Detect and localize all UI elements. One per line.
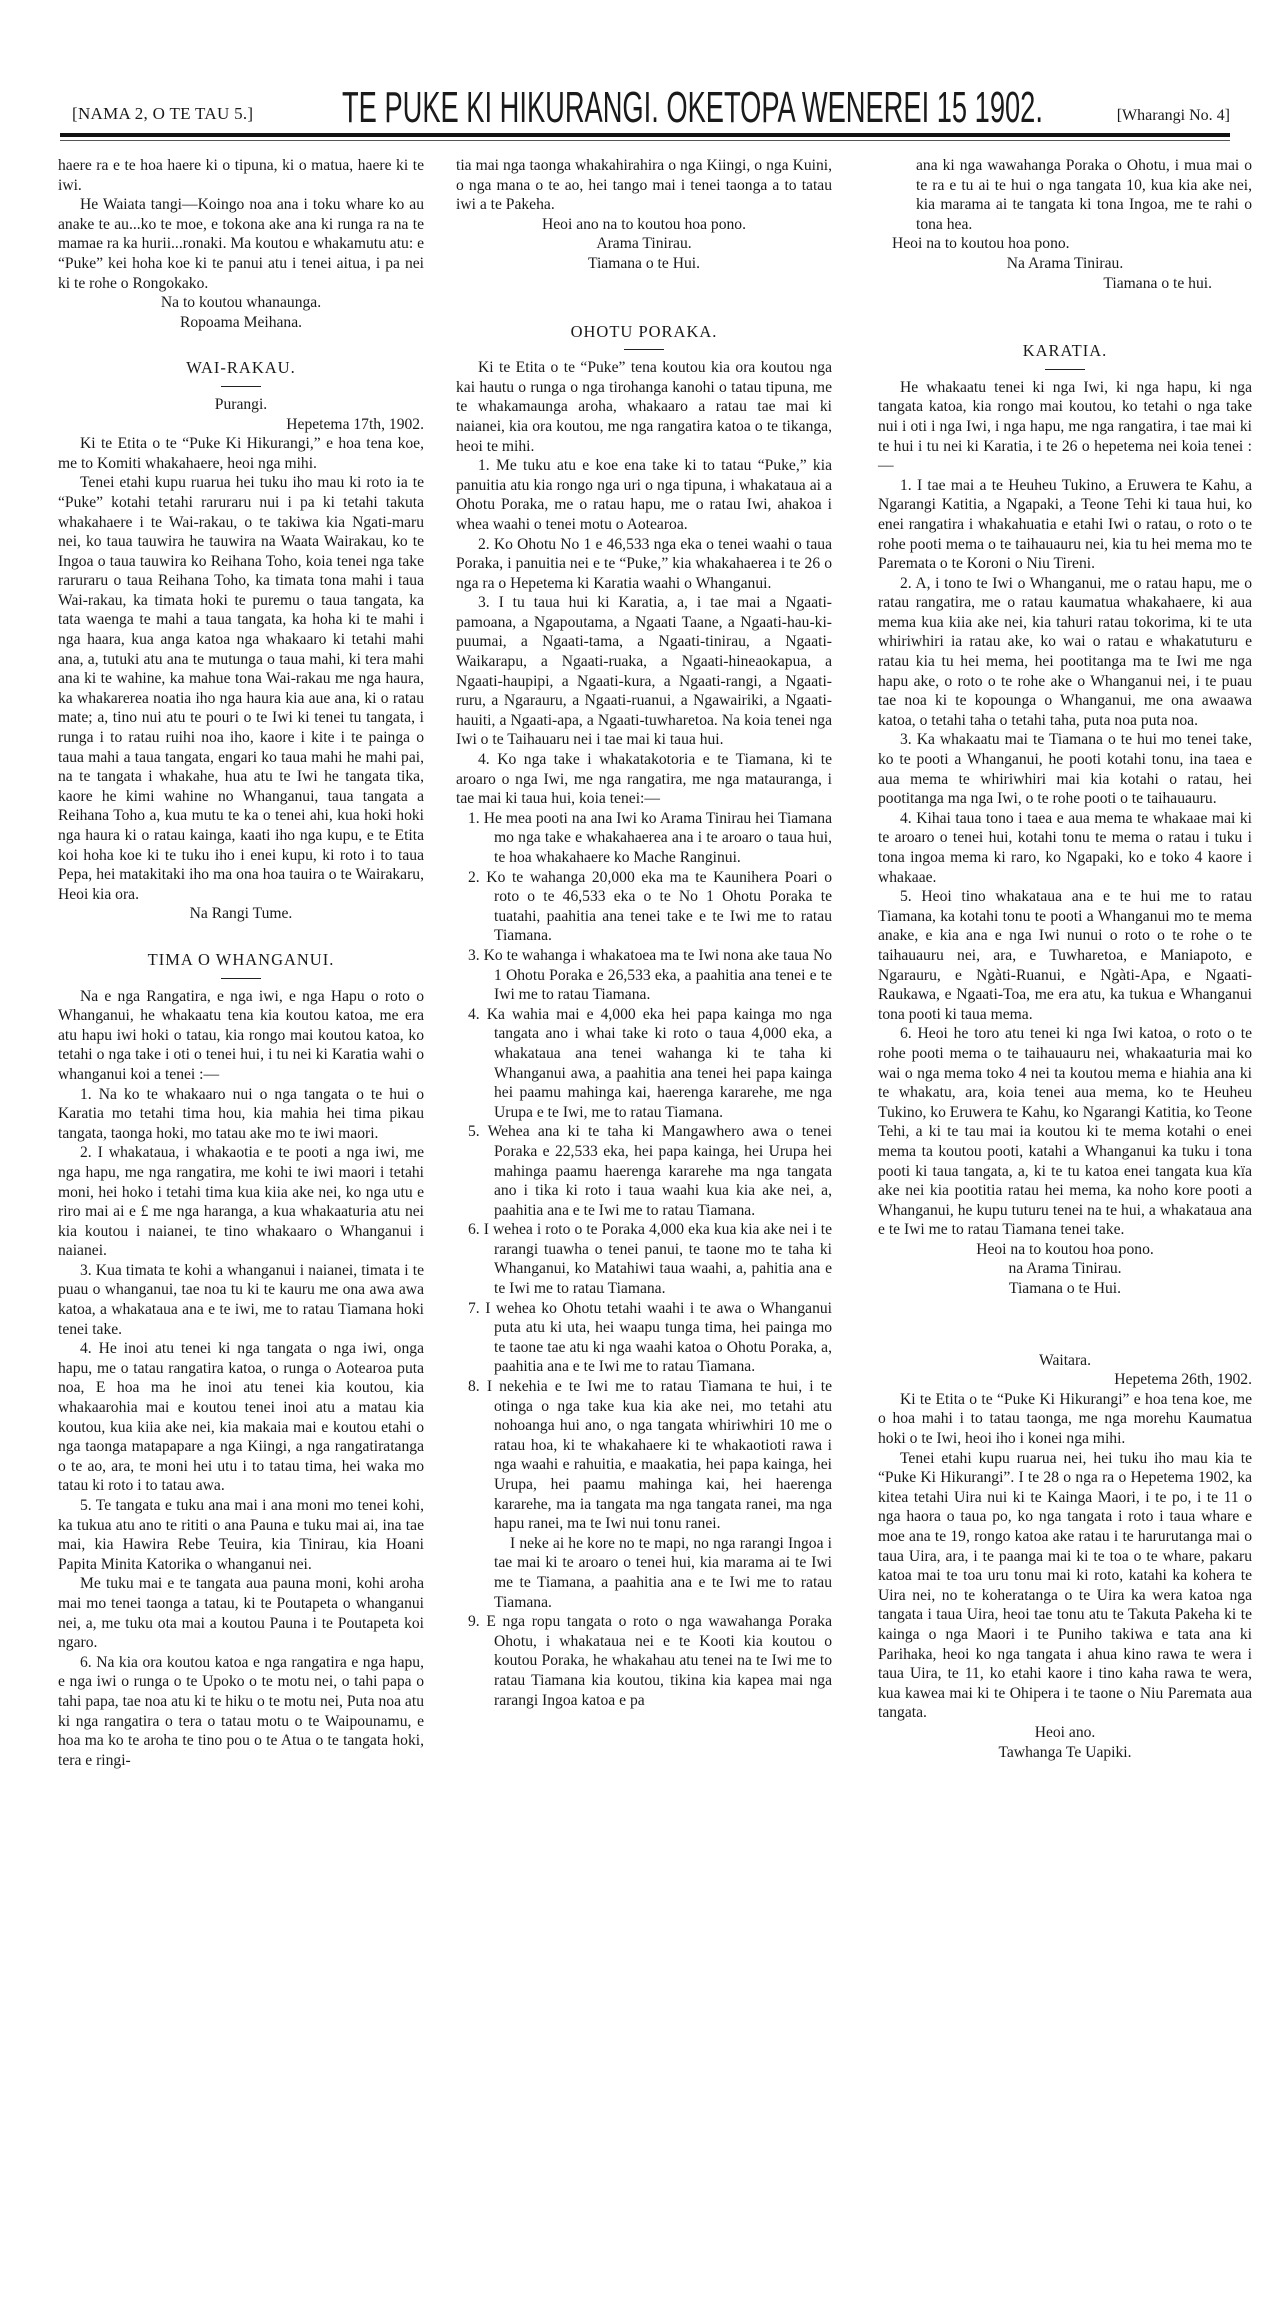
sub-item: 2. Ko te wahanga 20,000 eka ma te Kaunihera Poari o roto o te 46,533 eka o te No 1 Ohotu Poraka te tuatahi, paahitia ana tenei take e te Iwi me to ratau Tiamana. [468, 868, 832, 945]
numbered-paragraph: 3. Ka whakaatu mai te Tiamana o te hui mo tenei take, ko te pooti a Whanganui, he pooti kotahi tonu, ina taea e aua mema te whiriwhiri mai kia kotahi o ratau, hei pootitanga ma nga Iwi, o te rohe pooti o te taihauauru. [878, 731, 1252, 808]
sub-item: 6. I wehea i roto o te Poraka 4,000 eka kua kia ake nei i te rarangi tuawha o tenei panui, te taone mo te taha ki Whanganui, ko Matahiwi taua waahi, a, pahitia ana e te Iwi me to ratau Tiamana. [468, 1221, 832, 1298]
signature-line: Heoi na to koutou hoa pono. [892, 235, 1070, 253]
section-heading: KARATIA. [1022, 341, 1108, 361]
newspaper-title: TE PUKE KI HIKURANGI. OKETOPA WENEREI 15 1902. [342, 83, 1043, 132]
signature-line: Arama Tinirau. [596, 235, 692, 253]
section-heading: TIMA O WHANGANUI. [147, 949, 335, 969]
sub-item: 3. Ko te wahanga i whakatoea ma te Iwi nona ake taua No 1 Ohotu Poraka e 26,533 eka, a paahitia ana tenei e te Iwi me to ratau Tiamana. [468, 946, 832, 1004]
signature-line: Tiamana o te Hui. [1008, 1280, 1122, 1298]
spacer [878, 1321, 1252, 1343]
numbered-paragraph: 4. Kihai taua tono i taea e aua mema te whakaae mai ki te aroaro o tenei hui, kotahi tonu te mema o ratau i tuku i tona ingoa mema ki raro, ko Ngapaki, ko e toko 4 kaore i whakaae. [878, 809, 1252, 886]
heading-rule [221, 978, 261, 979]
numbered-paragraph: 1. I tae mai a te Heuheu Tukino, a Eruwera te Kahu, a Ngarangi Katitia, a Ngapaki, a Teone Tehi ki taua hui, ko enei rangatira i whakahuatia e etahi Iwi o ratau, o roto o te rohe pooti mema o te taihauauru nei, kia tu hei mema mo te Paremata o te Koroni o Niu Tireni. [878, 476, 1252, 573]
sub-item: 9. E nga ropu tangata o roto o nga wawahanga Poraka Ohotu, i whakataua nei e te Kooti kia koutou o koutou Poraka, he whakahau atu tenei na te Iwi me to ratau Tiamana kia koutou, tikina kia kapea mai nga rarangi Ingoa katoa e pa [468, 1613, 832, 1709]
heading-rule [221, 386, 261, 387]
paragraph: Tenei etahi kupu ruarua hei tuku iho mau ki roto ia te “Puke” kotahi tetahi raruraru nui i pa ki tetahi takuta whakahaere i te Wai-rakau, o te takiwa kia Ngati-maru nei, ko taua tauwira he tauwira na Waata Wairakau, ko te Ingoa o taua tauwira ko Reihana Toho, koia tenei nga take raruraru o taua Reihana Toho, ka timata tona mahi i taua Wai-rakau, ka timata hoki te puremu o taua tangata, ka tata waenga te mahi a taua tangata, ka hoha ki te mahi i nga haara, kua anga katoa nga whakaaro ki tetahi mahi ana, a, tutuki atu ana te mutunga o taua mahi, ki tera mahi ana ki te wahine, ka mahue tona Wai-rakau me nga haura, ka whakarerea noatia iho nga haura kia aue ana, ki o ratau mate; a, tino nui atu te pouri o te Iwi ki tenei tu tangata, i runga i to ratau ruihi noa iho, kaore i kite i te painga o taua mahi a taua tangata, engari ko taua mahi he mahi pai, na te tangata i whakahe, hua atu te Iwi he tangata tika, kaore he kimi wahine no Whanganui, taua tangata a Reihana Toho a, kua mutu te ka o tenei ahi, kua hoki hoki nga haura ki o ratau kainga, kaati iho nga kupu, e te Etita koi hoha koe ki te tuku iho i enei kupu, ki roto i to taua Pepa, hei matakitaki iho ma ona hoa tauira o te Wairakaru, Heoi kia ora. [58, 474, 424, 903]
paragraph: Ki te Etita o te “Puke Ki Hikurangi” e hoa tena koe, me o hoa mahi i to tatau taonga, me nga morehu Kaumatua hoki o te Iwi, heoi iho i konei nga mihi. [878, 1390, 1252, 1448]
signature-line: Tawhanga Te Uapiki. [998, 1743, 1132, 1761]
spacer [878, 1299, 1252, 1321]
sub-item: 1. He mea pooti na ana Iwi ko Arama Tinirau hei Tiamana mo nga take e whakahaerea ana i te aroaro o taua hui, te hoa whakahaere ko Mache Ranginui. [468, 809, 832, 866]
numbered-paragraph: 3. Kua timata te kohi a whanganui i naianei, timata i te puau o whanganui, tae noa tu ki te kauru me ona awa awa katoa, a whakataua ana e te iwi, me to ratau Tiamana hoki tenei take. [58, 1261, 424, 1338]
place-line: Purangi. [214, 395, 268, 413]
signature-line: Heoi na to koutou hoa pono. [976, 1240, 1154, 1258]
signature-line: Tiamana o te Hui. [587, 254, 701, 272]
numbered-paragraph: 5. Heoi tino whakataua ana e te hui me to ratau Tiamana, ka kotahi tonu te pooti a Whanganui mo te mema anake, e kia ana e nga Iwi nunui o roto o te rohe o te taihauauru nei, ara, e Tuwharetoa, e Maniapoto, e Ngarauru, e Ngàti-Ruanui, e Ngàti-Apa, e Ngaati-Raukawa, e Ngaati-Toa, me era atu, ka tukua e Whanganui tona pooti ki taua mema. [878, 888, 1252, 1023]
issue-number: [NAMA 2, O TE TAU 5.] [72, 104, 254, 123]
spacer [456, 274, 832, 296]
sub-item: 7. I wehea ko Ohotu tetahi waahi i te awa o Whanganui puta atu ki uta, hei waapu tunga tima, hei painga mo te taone tae atu ki nga waahi katoa o Ohotu Poraka, a, paahitia ana e te Iwi me to ratau Tiamana. [468, 1299, 832, 1376]
numbered-paragraph: 6. Na kia ora koutou katoa e nga rangatira e nga hapu, e nga iwi o runga o te Upoko o te motu nei, o tahi papa o tahi papa, tae noa atu ki te hiku o te motu nei, Puta noa atu ki nga rangatira o tera o tatau motu o te Waipounamu, e hoa ma ko te aroha te tino pou o te Atua o te tangata hoki, tera e ringi- [58, 1653, 424, 1769]
numbered-paragraph: 1. Na ko te whakaaro nui o nga tangata o te hui o Karatia mo tetahi tima hou, kia mahia hei tima pikau tangata, taonga hoki, mo tatau ake mo te iwi maori. [58, 1085, 424, 1142]
heading-rule [1045, 369, 1085, 370]
sub-paragraph: I neke ai he kore no te mapi, no nga rarangi Ingoa i tae mai ki te aroaro o tenei hui, kia marama ai te Iwi me te Tiamana, a paahitia ana e te Iwi me to ratau Tiamana. [494, 1534, 832, 1611]
paragraph: Na e nga Rangatira, e nga iwi, e nga Hapu o roto o Whanganui, he whakaatu tena kia koutou katoa, me era atu hapu iwi hoki o tatau, kia rongo mai koutou katoa, ko tetahi o nga take i oti o tenei hui, i tu nei ki Karatia wahi o whanganui koi a tenei :— [58, 987, 424, 1083]
signature-line: Na to koutou whanaunga. [160, 294, 322, 312]
numbered-paragraph: 6. Heoi he toro atu tenei ki nga Iwi katoa, o roto o te rohe pooti mema o te taihauauru nei, whakaaturia mai ko wai o nga mema toko 4 nei ta koutou mema e hiahia ana ki te whakatu, ara, koia tenei aua mema, ko te Heuheu Tukino, ko Eruwera te Kahu, ko Ngarangi Katitia, ko Teone Tehi, a ki te tau mai ia koutou ki te mema kotahi o enei mema ta koutou pooti, katahi a Whanganui ka tuku i tona pooti ki taua tangata, a, ki te tu katoa enei tangata kua kïa ake nei kia pootitia ratau hei mema, ka noho kore pooti a Whanganui, he kupu tuturu tenei na te hui, a whakataua ana e te Iwi me to ratau Tiamana tenei take. [878, 1025, 1252, 1239]
signature-line: Na Arama Tinirau. [1006, 254, 1124, 272]
masthead-rule [60, 133, 1230, 137]
signature-line: Ropoama Meihana. [179, 313, 303, 331]
signature-line: Heoi ano na to koutou hoa pono. [542, 215, 746, 233]
section-heading: WAI-RAKAU. [186, 358, 296, 378]
column-3 [878, 156, 1252, 1762]
signature-line: Tiamana o te hui. [1103, 274, 1212, 292]
place-line: Waitara. [1039, 1351, 1091, 1369]
numbered-paragraph: 2. A, i tono te Iwi o Whanganui, me o ratau hapu, me o ratau rangatira, me o ratau kaumatua whakahaere, ki aua mema kua kiia ake nei, kia tahuri ratau tokorima, ki te uta whiriwhiri ia ratau ake, ko wai o ratau e whakatuturu e ratau kia tu hei mema, hei pootitanga ma te Iwi me nga hapu ake, o roto o te rohe ake o Whanganui nei, i te puau tae noa ki te kopounga o Whanganui, me ona awaawa katoa, o tetahi taha o tetahi taha, puta noa puta noa. [878, 574, 1252, 729]
dateline: Hepetema 26th, 1902. [1114, 1371, 1252, 1389]
column-1 [58, 156, 424, 1770]
paragraph: Tenei etahi kupu ruarua nei, hei tuku iho mau kia te “Puke Ki Hikurangi”. I te 28 o nga ra o Hepetema 1902, ka kitea tetahi Uira nui ki te Kainga Maori, i te po, i te 11 o nga haora o taua po, ko nga tangata i roto i taua whare e moe ana te 19, rongo katoa ake ratau i te harurutanga mai o taua Uira, ara, i te paanga mai ki te toa o te whare, pakaru katoa mai te toa uru tonu mai ki roto, katahi ka kohera te Uira nei, no te koheratanga o te Uira ka wera katoa nga tangata i taua Uira, heoi tae tonu atu te Takuta Pakeha ki te kainga o nga Maori i te Puniho takiwa e tata ana ki Parihaka, heoi ko nga tangata i ahua kino rawa te wera i taua Uira, te 11, ko etahi kaore i tino kaha rawa te wera, kua kawea mai ki te Ohipera i te taone o Niu Paremata aua tangata. [878, 1449, 1252, 1722]
masthead-rule-thin [60, 140, 1230, 141]
sub-item: 5. Wehea ana ki te taha ki Mangawhero awa o tenei Poraka e 22,533 eka, hei papa kainga, hei Urupa hei mahinga paamu haerenga kararehe ma nga tangata ano i tika ki roto i taua waahi kua kia ake nei, a, paahitia ana e te Iwi me to ratau Tiamana. [468, 1123, 832, 1219]
numbered-paragraph: 4. He inoi atu tenei ki nga tangata o nga iwi, onga hapu, me o tatau rangatira katoa, o runga o Aotearoa puta noa, E hoa ma he inoi atu tenei kia koutou, kia whakaarohia mai e koutou tenei inoi atu a matau kia koutou, kua kiia ake nei, kia makaia mai e koutou etahi o nga taonga matapapare a nga Kiingi, a nga rangatiratanga o te ao, ara, te moni hei utu i to tatau tima, hei waka mo tatau ki roto i to tatau awa. [58, 1340, 424, 1495]
sub-item: 4. Ka wahia mai e 4,000 eka hei papa kainga mo nga tangata ano i whai take ki roto o taua 4,000 eka, a whakataua ana tenei wahanga ki te taha ki Whanganui awa, a paahitia ana tenei hei papa kainga hei paamu mahinga kai, haerenga kararehe, me nga Urupa e te Iwi, me to ratau Tiamana. [468, 1005, 832, 1121]
paragraph: Ki te Etita o te “Puke Ki Hikurangi,” e hoa tena koe, me to Komiti whakahaere, heoi nga mihi. [58, 435, 424, 472]
paragraph: Me tuku mai e te tangata aua pauna moni, kohi aroha mai mo tenei taonga a tatau, ki te Poutapeta o whanganui nei, a, me tuku ota mai a koutou Pauna i te Poutapeta koi ngaro. [58, 1575, 424, 1652]
numbered-paragraph: 4. Ko nga take i whakatakotoria e te Tiamana, ki te aroaro o nga Iwi, me nga rangatira, me nga matauranga, i tae mai ki taua hui, koia tenei:— [456, 751, 832, 808]
paragraph: He whakaatu tenei ki nga Iwi, ki nga hapu, ki nga tangata katoa, kia rongo mai koutou, ko tetahi o nga take nui i oti i nga Iwi, i nga hapu, me nga rangatira, i tae mai ki te hui i tu nei ki Karatia, i te 26 o hepetema nei koia tenei :— [878, 378, 1252, 475]
numbered-paragraph: 3. I tu taua hui ki Karatia, a, i tae mai a Ngaati-pamoana, a Ngapoutama, a Ngaati Taane, a Ngaati-hau-ki-puumai, a Ngaati-tama, a Ngaati-tinirau, a Ngaati-Waikarapu, a Ngaati-ruaka, a Ngaati-hineaokapua, a Ngaati-haupipi, a Ngaati-kura, a Ngaati-rangi, a Ngaati-ruru, a Ngarauru, a Ngaati-ruanui, a Ngawairiki, a Ngaati-hauiti, a Ngaati-apa, a Ngaati-tuwharetoa. Na koia tenei nga Iwi o te Taihauaru nei i tae mai ki taua hui. [456, 594, 832, 749]
paragraph: Ki te Etita o te “Puke” tena koutou kia ora koutou nga kai hautu o runga o nga tirohanga kanohi o tatau tipuna, me te whakamaunga aroha, whakaaro a ratau tae mai ki naianei, kia ora koutou, me nga rangatira katoa o te tikanga, heoi te mihi. [456, 359, 832, 455]
masthead [60, 83, 1230, 132]
heading-rule [624, 349, 664, 350]
signature-line: Na Rangi Tume. [189, 905, 293, 923]
numbered-paragraph: 2. Ko Ohotu No 1 e 46,533 nga eka o tenei waahi o taua Poraka, i panuitia nei e te “Puke,” kia whakahaerea i te 26 o nga ra o Hepetema ki Karatia waahi o Whanganui. [456, 535, 832, 592]
paragraph-continued: tia mai nga taonga whakahirahira o nga Kiingi, o nga Kuini, o nga mana o te ao, hei tango mai i tenei taonga a to tatau iwi a te Pakeha. [456, 157, 832, 214]
signature-line: Heoi ano. [1034, 1723, 1096, 1741]
sub-item: 8. I nekehia e te Iwi me to ratau Tiamana te hui, i te otinga o nga take kua kia ake nei, mo tetahi atu nohoanga hui ano, o nga tangata whiriwhiri 10 me o ratau hoa, ki te whakahaere ki te whakaotioti rawa i nga waahi e rahuitia, e maakatia, hei papa kainga, hei Urupa, hei paamu mahinga kai, hei haerenga kararehe, ma ia tangata ma nga tangata ranei, ma nga hapu ranei, ma te Iwi nui tonu ranei. [468, 1378, 832, 1533]
sub-paragraph-continued: ana ki nga wawahanga Poraka o Ohotu, i mua mai o te ra e tu ai te hui o nga tangata 10, kua kia ake nei, kia marama ai te tangata ki tona Ingoa, me te rahi o tona hea. [916, 157, 1252, 233]
paragraph: He Waiata tangi—Koingo noa ana i toku whare ko au anake te au...ko te moe, e tokona ake ana ki runga ra na te mamae ra ka hurii...ronaki. Ma koutou e whakamutu atu: e “Puke” kei hoha koe ki te panui atu i tenei aitua, i pa nei ki te rohe o Rongokako. [58, 196, 424, 292]
paragraph-continued: haere ra e te hoa haere ki o tipuna, ki o matua, haere ki te iwi. [58, 157, 424, 194]
signature-line: na Arama Tinirau. [1008, 1260, 1122, 1278]
spacer [878, 293, 1252, 315]
numbered-paragraph: 5. Te tangata e tuku ana mai i ana moni mo tenei kohi, ka tukua atu ano te rititi o ana Pauna e tuku mai ai, ina tae mai, kia Hawira Rebe Teuira, kia Tinirau, kia Hoani Papita Minita Katorika o whanganui nei. [58, 1497, 424, 1573]
column-2 [456, 156, 832, 1710]
numbered-paragraph: 2. I whakataua, i whakaotia e te pooti a nga iwi, me nga hapu, me nga rangatira, me kohi te iwi maori i tetahi moni, hei hoko i tetahi tima kua kiia ake nei, ko nga utu e riro mai ai e £ me nga haranga, a kua whakaaturia atu nei kia koutou i naianei, te tino whakaaro o Whanganui i naianei. [58, 1144, 424, 1260]
page-number: [Wharangi No. 4] [1116, 107, 1230, 124]
numbered-paragraph: 1. Me tuku atu e koe ena take ki to tatau “Puke,” kia panuitia atu kia rongo nga uri o nga tipuna, i whakataua ai a Ohotu Poraka, me o ratau hapu, me o ratau Iwi, ahakoa i whea waahi o tenei motu o Aotearoa. [456, 457, 832, 533]
dateline: Hepetema 17th, 1902. [286, 415, 424, 433]
section-heading: OHOTU PORAKA. [570, 321, 718, 341]
